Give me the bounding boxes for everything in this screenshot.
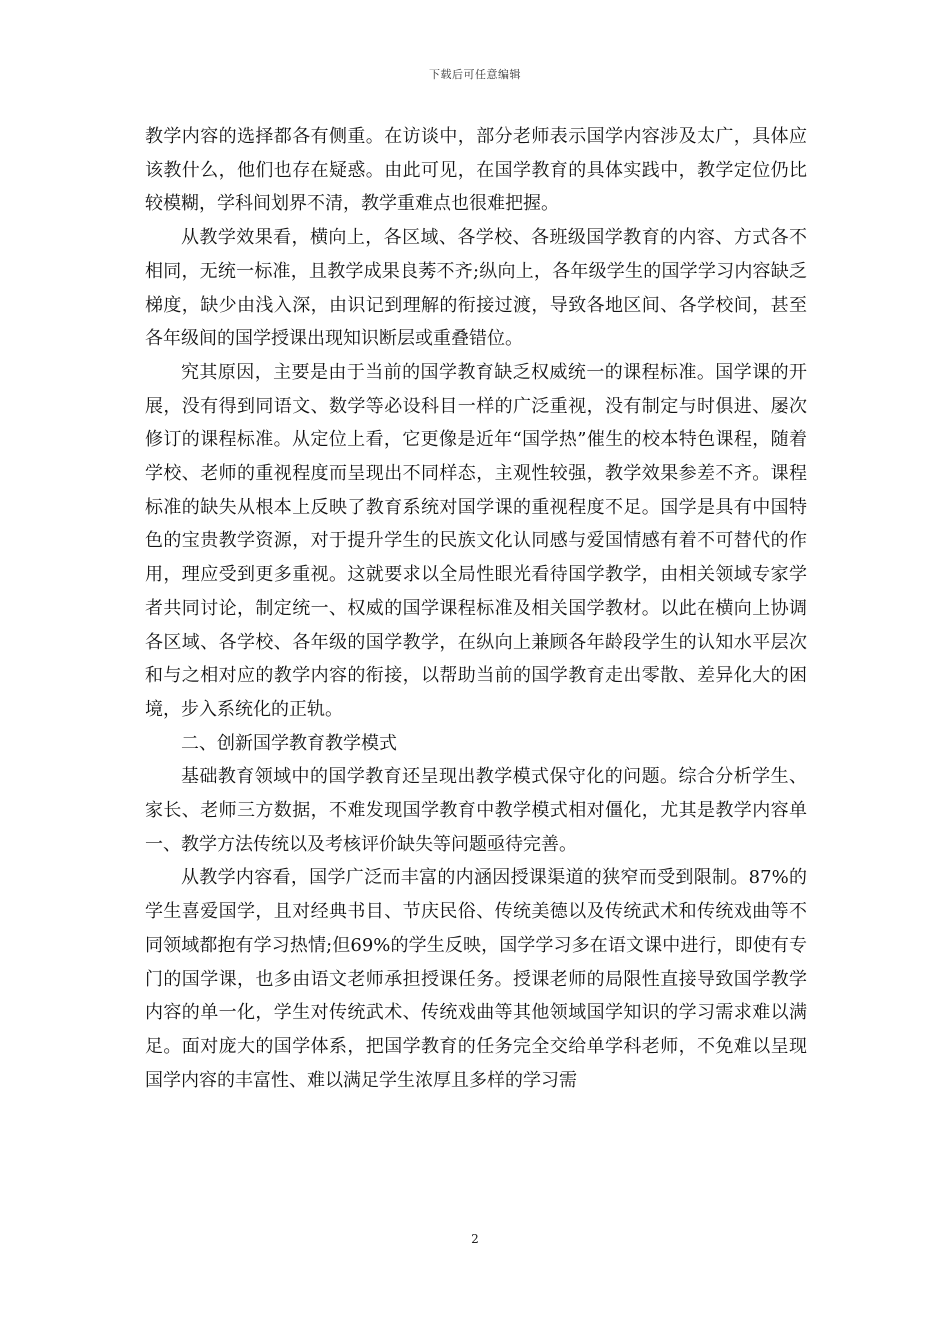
paragraph-teaching-content: 从教学内容看，国学广泛而丰富的内涵因授课渠道的狭窄而受到限制。87%的学生喜爱国学，且对经典书目、节庆民俗、传统美德以及传统武术和传统戏曲等不同领域都抱有学习热情;但69%的学生反映，国学学习多在语文课中进行，即使有专门的国学课，也多由语文老师承担授课任务。授课老师的局限性直接导致国学教学内容的单一化，学生对传统武术、传统戏曲等其他领域国学知识的学习需求难以满足。面对庞大的国学体系，把国学教育的任务完全交给单学科老师，不免难以呈现国学内容的丰富性、难以满足学生浓厚且多样的学习需 bbox=[145, 867, 807, 1091]
page-header: 下载后可任意编辑 bbox=[429, 68, 521, 81]
paragraph-teaching-effect: 从教学效果看，横向上，各区域、各学校、各班级国学教育的内容、方式各不相同，无统一标准，且教学成果良莠不齐;纵向上，各年级学生的国学学习内容缺乏梯度，缺少由浅入深，由识记到理解的衔接过渡，导致各地区间、各学校间，甚至各年级间的国学授课出现知识断层或重叠错位。 bbox=[145, 227, 807, 350]
paragraph-teaching-mode: 基础教育领域中的国学教育还呈现出教学模式保守化的问题。综合分析学生、家长、老师三方数据，不难发现国学教育中教学模式相对僵化，尤其是教学内容单一、教学方法传统以及考核评价缺失等问题亟待完善。 bbox=[145, 766, 807, 855]
document-body bbox=[145, 120, 807, 1097]
paragraph-continued: 教学内容的选择都各有侧重。在访谈中，部分老师表示国学内容涉及太广，具体应该教什么，他们也存在疑惑。由此可见，在国学教育的具体实践中，教学定位仍比较模糊，学科间划界不清，教学重难点也很难把握。 bbox=[145, 126, 807, 215]
paragraph-cause-analysis: 究其原因，主要是由于当前的国学教育缺乏权威统一的课程标准。国学课的开展，没有得到同语文、数学等必设科目一样的广泛重视，没有制定与时俱进、屡次修订的课程标准。从定位上看，它更像是近年“国学热”催生的校本特色课程，随着学校、老师的重视程度而呈现出不同样态，主观性较强，教学效果参差不齐。课程标准的缺失从根本上反映了教育系统对国学课的重视程度不足。国学是具有中国特色的宝贵教学资源，对于提升学生的民族文化认同感与爱国情感有着不可替代的作用，理应受到更多重视。这就要求以全局性眼光看待国学教学，由相关领域专家学者共同讨论，制定统一、权威的国学课程标准及相关国学教材。以此在横向上协调各区域、各学校、各年级的国学教学，在纵向上兼顾各年龄段学生的认知水平层次和与之相对应的教学内容的衔接，以帮助当前的国学教育走出零散、差异化大的困境，步入系统化的正轨。 bbox=[145, 361, 807, 720]
section-heading: 二、创新国学教育教学模式 bbox=[181, 732, 397, 754]
page-number: 2 bbox=[471, 1232, 479, 1246]
